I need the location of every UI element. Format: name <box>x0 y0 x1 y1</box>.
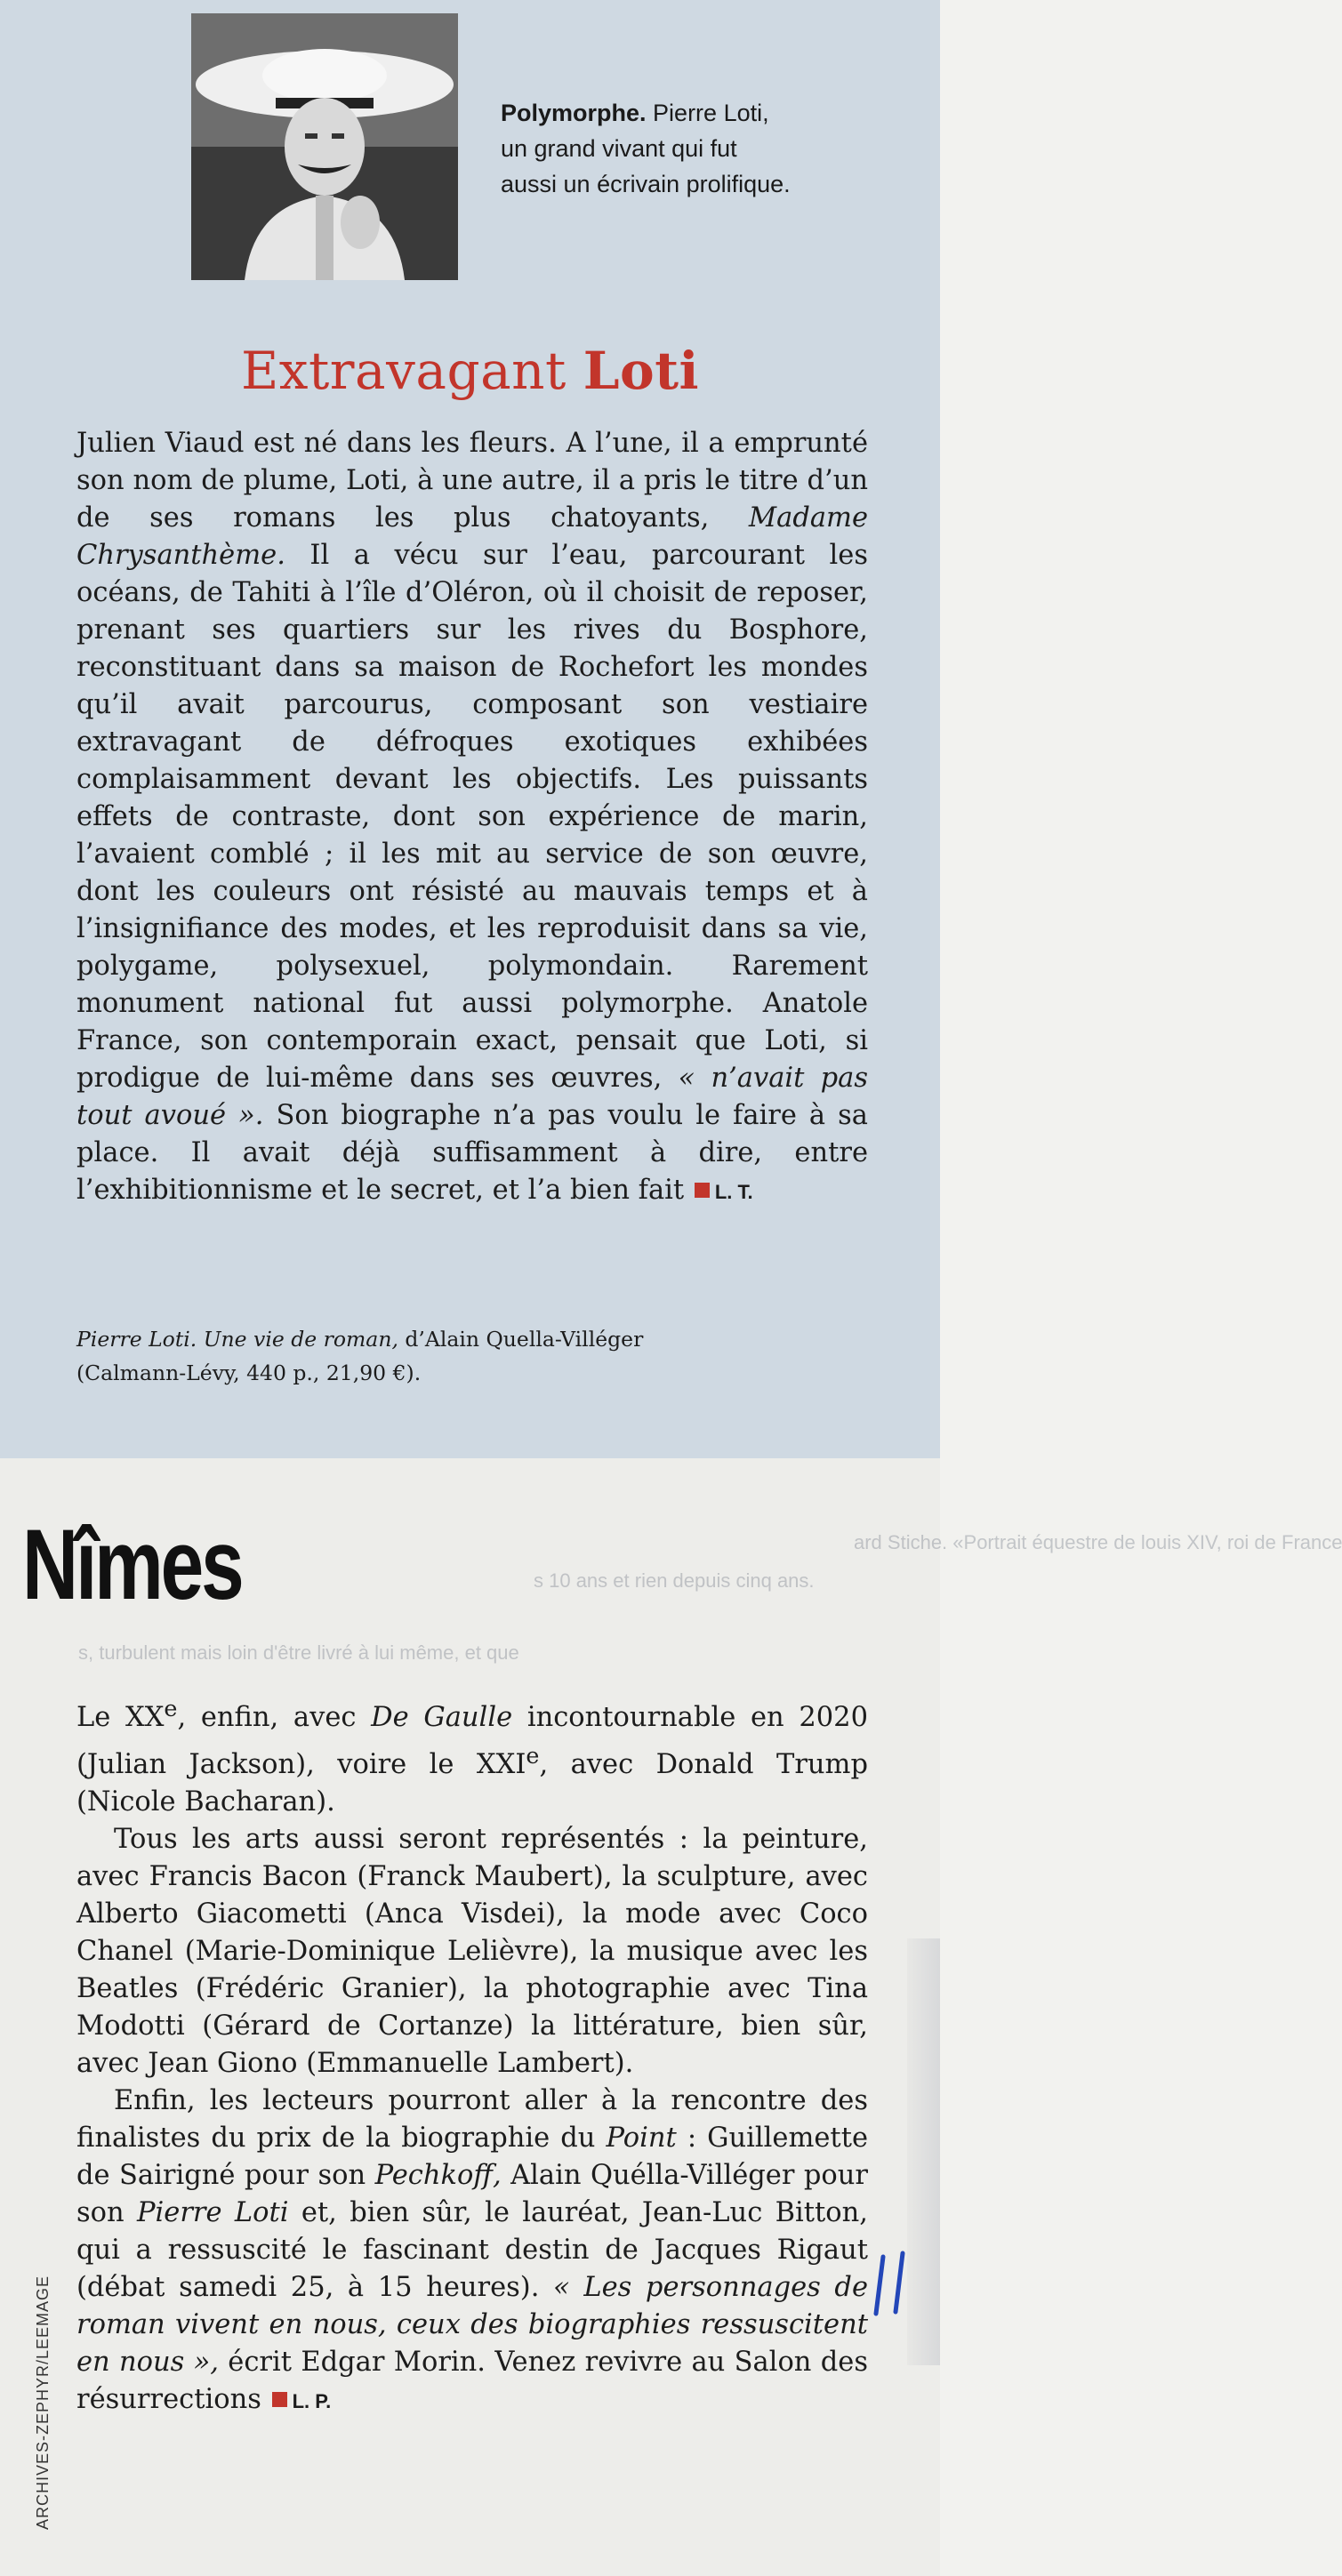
title-bold: Loti <box>583 341 700 401</box>
book-title-italic: Madame Chrysanthème. <box>76 502 868 571</box>
book-title-italic: Pierre Loti <box>137 2197 289 2229</box>
portrait-photo <box>191 13 458 280</box>
signature-text: L. P. <box>292 2390 332 2413</box>
quote-italic: « n’avait pas tout avoué ». <box>76 1063 868 1131</box>
body-text: et, bien sûr, le lauréat, Jean-Luc Bitton, qui a ressuscité le fascinant destin de Jacques Rigaut (débat samedi 25, à 15 heures). <box>76 2197 869 2304</box>
book-title-italic: De Gaulle <box>371 1702 513 1734</box>
ghost-text: s 10 ans et rien depuis cinq ans. <box>534 1569 815 1592</box>
book-details: (Calmann-Lévy, 440 p., 21,90 €). <box>76 1360 422 1385</box>
body-text: écrit Edgar Morin. Venez revivre au Salon des résurrections <box>76 2347 868 2416</box>
article-body-loti <box>76 425 868 1211</box>
signature <box>693 1181 753 1203</box>
body-text: , enfin, avec <box>177 1702 372 1734</box>
book-title: Pierre Loti. Une vie de roman, <box>76 1327 398 1352</box>
handwritten-mark-icon <box>867 2250 920 2321</box>
title-light: Extravagant <box>240 341 567 401</box>
body-text: , avec Donald Trump (Nicole Bacharan). <box>76 1749 868 1818</box>
article-title <box>0 341 940 401</box>
body-text: Julien Viaud est né dans les fleurs. A l’une, il a emprunté son nom de plume, Loti, à une autre, il a pris le titre d’un de ses romans les plus chatoyants, <box>76 428 868 534</box>
caption-lead: Polymorphe. <box>501 100 647 126</box>
end-square-icon <box>272 2392 287 2407</box>
magazine-name-italic: Point <box>606 2123 677 2155</box>
paragraph: Tous les arts aussi seront représentés : la peinture, avec Francis Bacon (Franck Maubert), la sculpture, avec Alberto Giacometti (Anca Visdei), la mode avec Coco Chanel (Marie-Dominique Lelièvre), la musique avec les Beatles (Frédéric Granier), la photographie avec Tina Modotti (Gérard de Cortanze) la littérature, bien sûr, avec Jean Giono (Emmanuelle Lambert). <box>76 1824 868 2080</box>
body-text: Alain Quélla-Villéger pour son <box>76 2160 868 2229</box>
body-text: Son biographe n’a pas voulu le faire à sa place. Il avait déjà suffisamment à dire, entre l’exhibitionnisme et le secret, et l’a bien fait <box>76 1100 868 1206</box>
paragraph <box>76 1689 868 1821</box>
superscript: e <box>164 1695 178 1721</box>
book-reference <box>76 1322 859 1390</box>
photo-credit: ARCHIVES-ZEPHYR/LEEMAGE <box>34 2275 52 2530</box>
body-text: Il a vécu sur l’eau, parcourant les océans, de Tahiti à l’île d’Oléron, où il choisit de reposer, prenant ses quartiers sur les rives du Bosphore, reconstituant dans sa maison de Rochefort les mondes qu’il avait parcourus, composant son vestiaire extravagant de défroques exotiques exhibées complaisamment devant les objectifs. Les puissants effets de contraste, dont son expérience de marin, l’avaient comblé ; il les mit au service de son œuvre, dont les couleurs ont résisté au mauvais temps et à l’insignifiance des modes, et les reproduisit dans sa vie, polygame, polysexuel, polymondain. Rarement monument national fut aussi polymorphe. Anatole France, son contemporain exact, pensait que Loti, si prodigue de lui-même dans ses œuvres, <box>76 540 868 1094</box>
quote-italic: « Les personnages de roman vivent en nous, ceux des biographies ressuscitent en nous », <box>76 2272 869 2379</box>
ghost-text: s, turbulent mais loin d'être livré à lui même, et que <box>78 1641 519 1664</box>
section-heading: Nîmes <box>22 1509 242 1620</box>
signature <box>270 2390 332 2412</box>
signature-text: L. T. <box>714 1181 753 1203</box>
body-text: Le XX <box>76 1702 165 1734</box>
ghost-text: ard Stiche. «Portrait équestre de louis XIV, roi de France <box>854 1531 1342 1553</box>
article-body-nimes <box>76 1689 868 2420</box>
body-text: : Guillemette de Sairigné pour son <box>76 2123 868 2192</box>
body-text: incontournable en 2020 (Julian Jackson), voire le XXI <box>76 1702 868 1781</box>
photo-caption <box>501 95 794 202</box>
caption-text: Pierre Loti, un grand vivant qui fut aussi un écrivain prolifique. <box>501 100 791 197</box>
superscript: e <box>526 1742 540 1769</box>
portrait-illustration <box>191 13 458 280</box>
paragraph <box>76 2082 868 2420</box>
end-square-icon <box>695 1183 710 1198</box>
book-title-italic: Pechkoff, <box>374 2160 502 2192</box>
book-author: d’Alain Quella-Villéger <box>398 1327 644 1352</box>
body-text: Enfin, les lecteurs pourront aller à la rencontre des finalistes du prix de la biographie du <box>76 2085 868 2155</box>
